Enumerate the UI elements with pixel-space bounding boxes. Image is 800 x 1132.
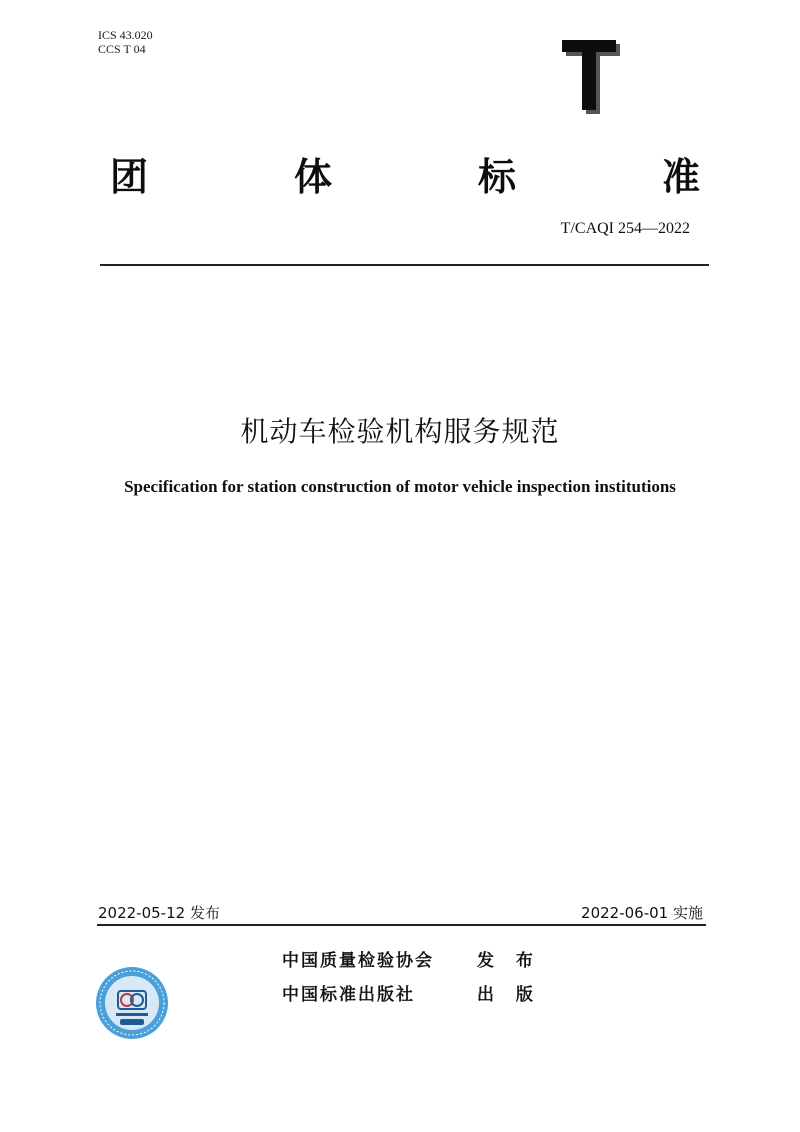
issue-date: 2022-05-12 发布 <box>98 904 220 922</box>
standard-letter-t <box>560 38 622 116</box>
publisher-org: 中国标准出版社 <box>282 985 415 1005</box>
classification-codes <box>98 28 153 56</box>
bottom-divider <box>97 924 706 926</box>
publisher-row <box>282 980 541 1005</box>
publisher-role: 出 版 <box>477 985 541 1005</box>
top-divider <box>100 264 709 266</box>
ccs-code: CCS T 04 <box>98 42 146 56</box>
publisher-org: 中国质量检验协会 <box>282 951 434 971</box>
standard-type-char: 标 <box>477 155 516 199</box>
anti-counterfeit-seal-icon <box>94 965 170 1041</box>
seal-label-band <box>120 1019 144 1025</box>
publisher-row <box>282 946 541 971</box>
standard-type <box>110 146 700 201</box>
title-english: Specification for station construction of motor vehicle inspection institutions <box>124 477 676 496</box>
standard-number: T/CAQI 254—2022 <box>560 220 690 237</box>
letter-t-face <box>562 40 616 110</box>
publisher-role: 发 布 <box>477 951 541 971</box>
title-chinese: 机动车检验机构服务规范 <box>240 415 560 448</box>
seal-text-line <box>116 1013 148 1016</box>
standard-type-char: 团 <box>110 155 149 199</box>
standard-type-char: 体 <box>293 155 332 199</box>
implementation-date: 2022-06-01 实施 <box>581 904 703 922</box>
standard-type-char: 准 <box>661 155 700 199</box>
ics-code: ICS 43.020 <box>98 28 153 42</box>
